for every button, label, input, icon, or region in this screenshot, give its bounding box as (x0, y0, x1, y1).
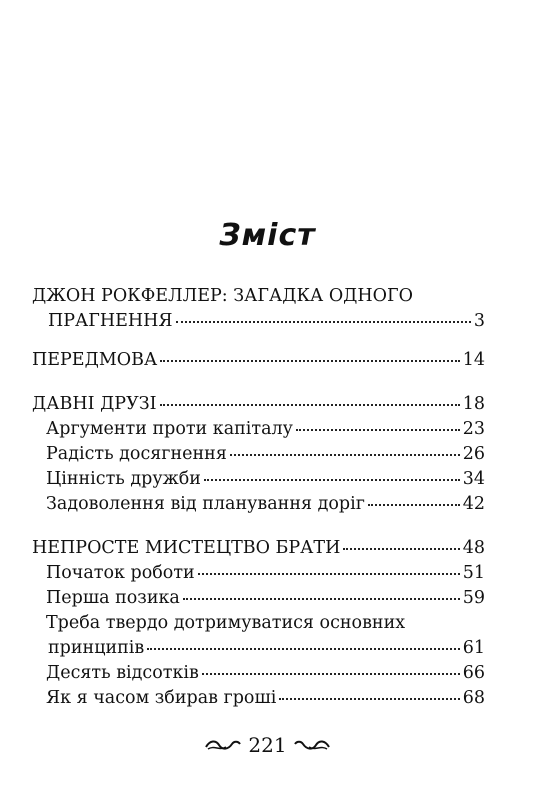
swirl-ornament-icon (293, 738, 331, 752)
dot-leader (176, 320, 471, 323)
swirl-ornament-icon (204, 738, 242, 752)
toc-page-number: 51 (462, 563, 485, 583)
toc-entry-title: НЕПРОСТЕ МИСТЕЦТВО БРАТИ (32, 538, 341, 558)
toc-entry[interactable] (32, 393, 485, 415)
toc-entry-title: ДАВНІ ДРУЗІ (32, 394, 157, 414)
toc-page-number: 68 (462, 688, 485, 708)
toc-entry[interactable] (46, 468, 485, 490)
dot-leader (343, 547, 459, 550)
toc-entry[interactable] (46, 443, 485, 465)
toc-page-number: 34 (462, 469, 485, 489)
toc-entry[interactable] (46, 587, 485, 609)
toc-page-number: 66 (462, 663, 485, 683)
toc-page-number: 3 (473, 311, 485, 331)
toc-entry-line: Треба твердо дотримуватися основних (46, 613, 406, 633)
toc-entry-title: принципів (48, 638, 145, 658)
contents-heading: Зміст (219, 218, 316, 253)
dot-leader (279, 697, 459, 700)
dot-leader (202, 672, 460, 675)
toc-page-number: 18 (462, 394, 485, 414)
dot-leader (198, 572, 460, 575)
page-number: 221 (248, 733, 287, 757)
dot-leader (183, 597, 460, 600)
toc-page-number: 48 (462, 538, 485, 558)
toc-entry[interactable] (46, 418, 485, 440)
toc-entry[interactable] (48, 637, 485, 659)
toc-entry[interactable] (46, 562, 485, 584)
toc-entry[interactable] (32, 537, 485, 559)
dot-leader (204, 478, 460, 481)
toc-entry[interactable] (46, 493, 485, 515)
toc-page-number: 59 (462, 588, 485, 608)
toc-entry[interactable] (46, 687, 485, 709)
dot-leader (160, 359, 460, 362)
dot-leader (368, 503, 460, 506)
dot-leader (160, 403, 460, 406)
page-footer (0, 733, 535, 757)
toc-entry-title: Як я часом збирав гроші (46, 688, 277, 708)
toc-entry-title: Аргументи проти капіталу (46, 419, 293, 439)
toc-entry-title: ПЕРЕДМОВА (32, 350, 158, 370)
toc-page-number: 14 (462, 350, 485, 370)
toc-entry-title: Перша позика (46, 588, 180, 608)
dot-leader (230, 453, 460, 456)
toc-page-number: 23 (462, 419, 485, 439)
toc-entry-title: Задоволення від планування доріг (46, 494, 365, 514)
toc-entry-title: ПРАГНЕННЯ (48, 311, 173, 331)
toc-entry-line: ДЖОН РОКФЕЛЛЕР: ЗАГАДКА ОДНОГО (32, 286, 413, 306)
toc-page-number: 61 (462, 638, 485, 658)
toc-entry[interactable] (48, 310, 485, 332)
toc-page-number: 42 (462, 494, 485, 514)
toc-entry[interactable] (32, 349, 485, 371)
toc-page-number: 26 (462, 444, 485, 464)
toc-entry[interactable] (46, 662, 485, 684)
toc-entry-title: Початок роботи (46, 563, 195, 583)
toc-entry-title: Цінність дружби (46, 469, 201, 489)
dot-leader (147, 647, 459, 650)
dot-leader (296, 428, 460, 431)
toc-entry-title: Десять відсотків (46, 663, 199, 683)
toc-entry-title: Радість досягнення (46, 444, 227, 464)
